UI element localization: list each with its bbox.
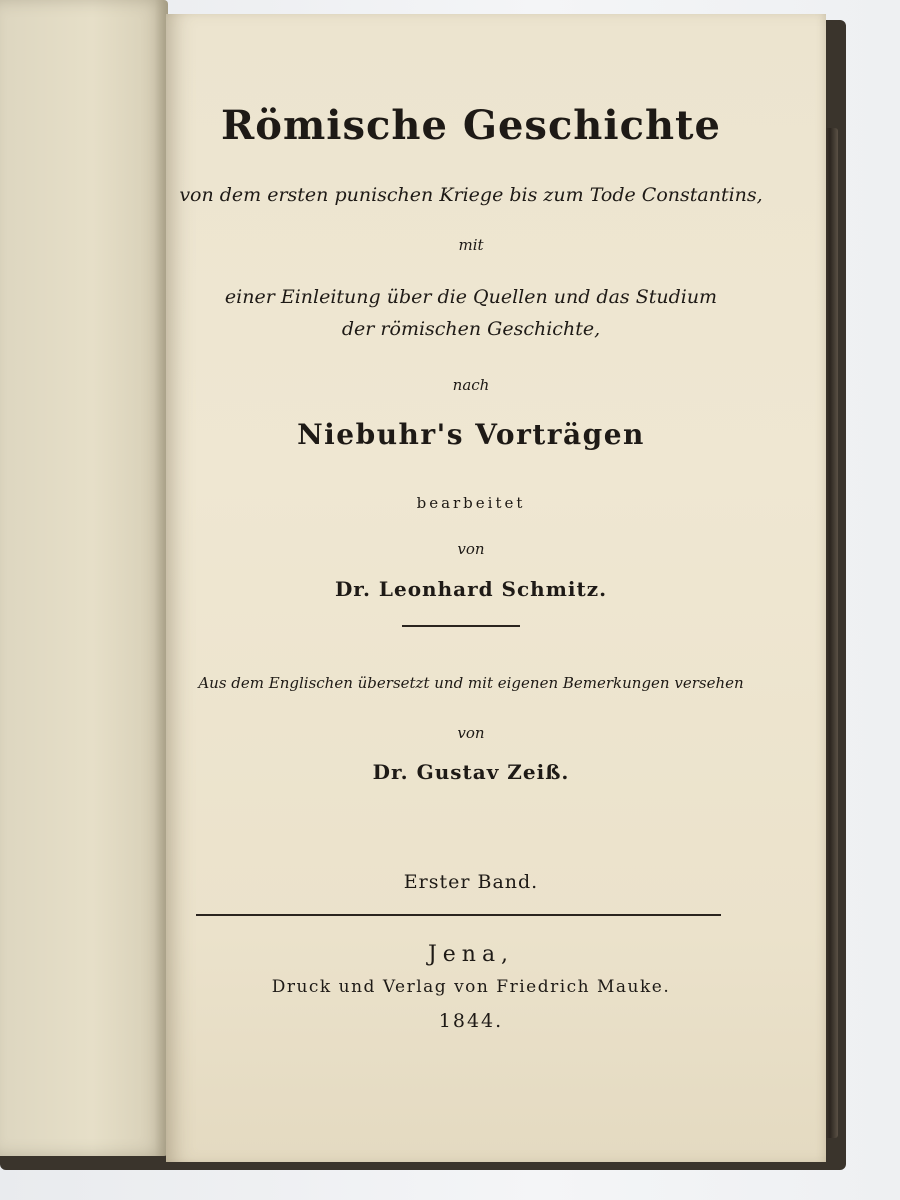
source-title: Niebuhr's Vorträgen	[297, 418, 645, 451]
subtitle-line-1: von dem ersten punischen Kriege bis zum Tode Constantins,	[179, 184, 763, 206]
author-name: Dr. Leonhard Schmitz.	[334, 577, 608, 601]
left-page	[0, 0, 168, 1156]
connector-nach: nach	[452, 376, 490, 394]
connector-mit: mit	[458, 236, 484, 254]
translator-name: Dr. Gustav Zeiß.	[372, 760, 570, 784]
connector-von-2: von	[457, 724, 485, 742]
publisher-line: Druck und Verlag von Friedrich Mauke.	[271, 977, 671, 997]
title-page-content	[166, 14, 826, 1162]
volume-label: Erster Band.	[403, 871, 539, 893]
connector-bearbeitet: bearbeitet	[416, 494, 526, 512]
divider-long	[196, 914, 721, 916]
connector-von-1: von	[457, 540, 485, 558]
subtitle-line-2: einer Einleitung über die Quellen und das Studium	[224, 286, 718, 308]
divider-short	[402, 625, 520, 627]
publication-year: 1844.	[438, 1010, 504, 1032]
translation-note: Aus dem Englischen übersetzt und mit eigenen Bemerkungen versehen	[198, 674, 744, 692]
publication-place: Jena,	[427, 942, 515, 967]
subtitle-line-3: der römischen Geschichte,	[341, 318, 601, 340]
book-title: Römische Geschichte	[221, 102, 721, 149]
title-page	[166, 14, 826, 1162]
